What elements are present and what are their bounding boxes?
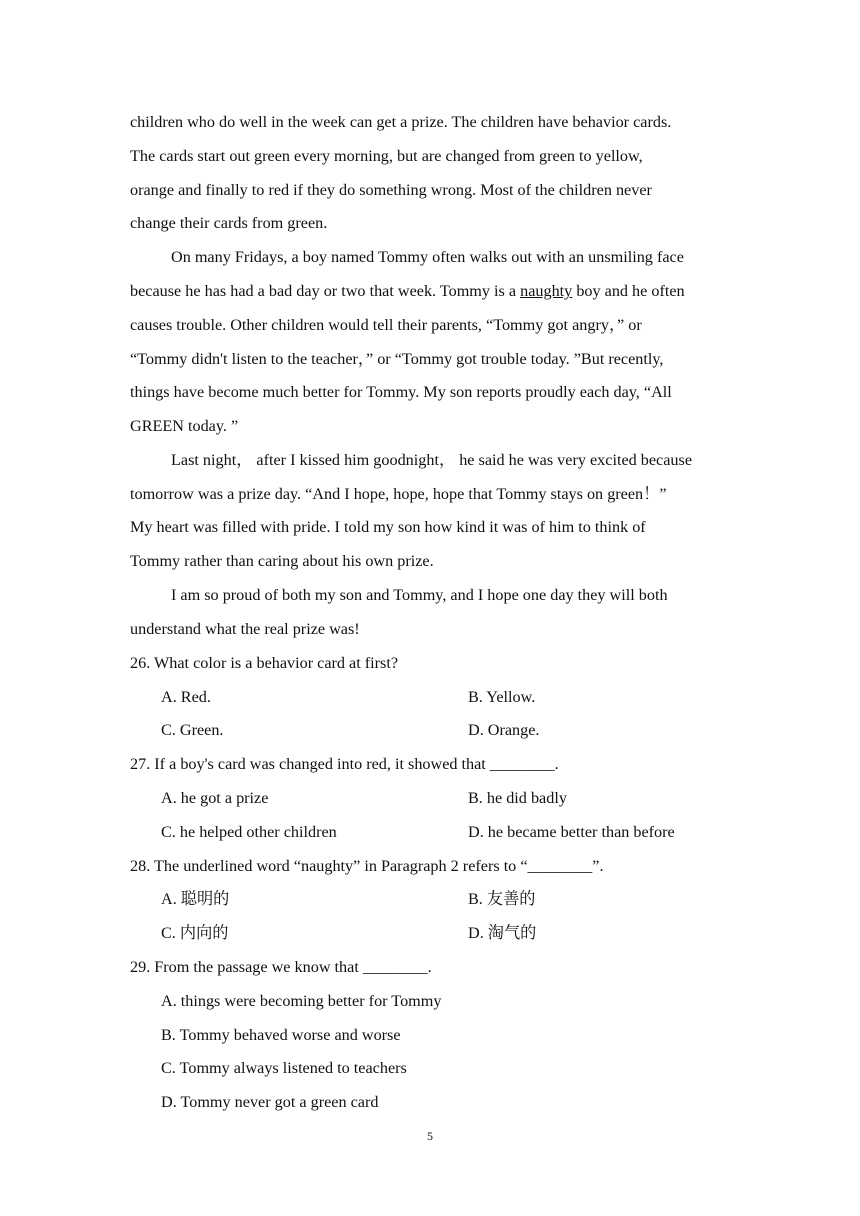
option-b: B. he did badly <box>468 789 567 807</box>
passage-line: things have become much better for Tommy. My son reports proudly each day, “All <box>130 383 672 401</box>
option-d: D. he became better than before <box>468 823 675 841</box>
option-c: C. 内向的 <box>161 924 229 942</box>
option-b: B. Yellow. <box>468 688 536 706</box>
passage-line: causes trouble. Other children would tell their parents, “Tommy got angry，” or <box>130 316 642 334</box>
passage-line: The cards start out green every morning, but are changed from green to yellow, <box>130 147 643 165</box>
option-c: C. he helped other children <box>161 823 337 841</box>
option-d: D. 淘气的 <box>468 924 537 942</box>
option-c: C. Green. <box>161 721 224 739</box>
passage-line: understand what the real prize was! <box>130 620 360 638</box>
option-d: D. Tommy never got a green card <box>161 1093 379 1111</box>
passage-line: My heart was filled with pride. I told my son how kind it was of him to think of <box>130 518 646 536</box>
underlined-word-naughty: naughty <box>520 282 573 300</box>
option-b: B. Tommy behaved worse and worse <box>161 1026 401 1044</box>
question-stem: 26. What color is a behavior card at first? <box>130 654 399 672</box>
option-a: A. he got a prize <box>161 789 269 807</box>
passage-line: children who do well in the week can get a prize. The children have behavior cards. <box>130 113 672 131</box>
passage-line: Tommy rather than caring about his own prize. <box>130 552 434 570</box>
passage-text: because he has had a bad day or two that week. Tommy is a <box>130 282 521 300</box>
option-b: B. 友善的 <box>468 890 536 908</box>
option-a: A. 聪明的 <box>161 890 230 908</box>
passage-text: boy and he often <box>572 282 685 300</box>
option-d: D. Orange. <box>468 721 540 739</box>
passage-line: change their cards from green. <box>130 214 328 232</box>
page-number: 5 <box>427 1129 433 1143</box>
option-c: C. Tommy always listened to teachers <box>161 1059 407 1077</box>
question-stem: 28. The underlined word “naughty” in Paragraph 2 refers to “________”. <box>130 857 604 875</box>
option-a: A. things were becoming better for Tommy <box>161 992 442 1010</box>
question-stem: 29. From the passage we know that ________. <box>130 958 432 976</box>
option-a: A. Red. <box>161 688 211 706</box>
passage-line: On many Fridays, a boy named Tommy often walks out with an unsmiling face <box>171 248 684 266</box>
passage-line: “Tommy didn't listen to the teacher，” or “Tommy got trouble today. ”But recently, <box>130 350 664 368</box>
passage-line: orange and finally to red if they do something wrong. Most of the children never <box>130 181 652 199</box>
question-stem: 27. If a boy's card was changed into red, it showed that ________. <box>130 755 559 773</box>
passage-line <box>130 281 740 301</box>
passage-line: tomorrow was a prize day. “And I hope, hope, hope that Tommy stays on green！” <box>130 485 667 503</box>
passage-line: Last night， after I kissed him goodnight， he said he was very excited because <box>171 451 693 469</box>
passage-line: GREEN today. ” <box>130 417 239 435</box>
passage-line: I am so proud of both my son and Tommy, and I hope one day they will both <box>171 586 668 604</box>
